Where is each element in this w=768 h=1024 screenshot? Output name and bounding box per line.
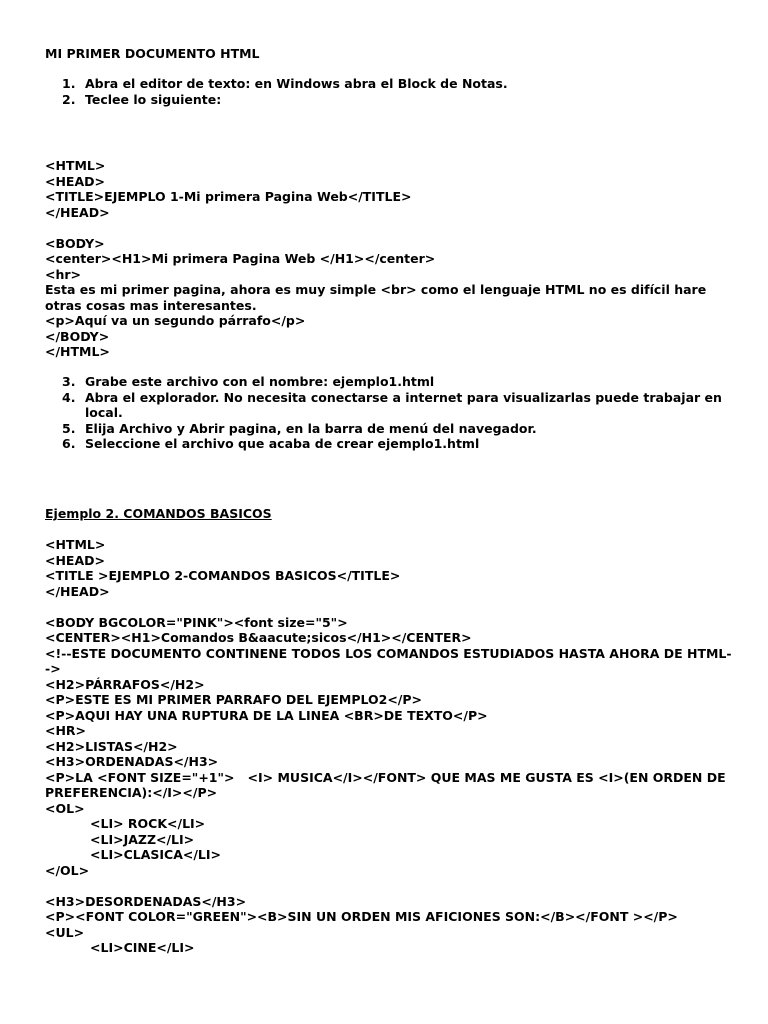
code-line: <TITLE>EJEMPLO 1-Mi primera Pagina Web</TITLE> [45,189,412,204]
code-line: <H3>ORDENADAS</H3> [45,754,219,769]
code-line: </HEAD> [45,583,110,599]
code-line: <H2>LISTAS</H2> [45,738,178,754]
code-line: <p>Aquí va un segundo párrafo</p> [45,313,306,328]
code-line: <P>LA <FONT SIZE="+1"> <I> MUSICA</I></FONT> QUE MAS ME GUSTA ES <I>(EN ORDEN DE PREFERENCIA):</I></P> [45,769,731,800]
list-item-text: Abra el editor de texto: en Windows abra el Block de Notas. [85,76,508,91]
code-line: <center><H1>Mi primera Pagina Web </H1></center> [45,251,436,266]
code-line: <LI>CLASICA</LI> [90,847,222,862]
steps-list-2 [45,374,725,452]
list-item-text: Elija Archivo y Abrir pagina, en la barra de menú del navegador. [85,420,537,436]
code-line: <CENTER><H1>Comandos B&aacute;sicos</H1></CENTER> [45,630,472,645]
code-line: <LI>JAZZ</LI> [90,831,195,847]
list-item-number: 3. [62,374,76,389]
code-line: </BODY> [45,328,110,344]
list-item-number: 4. [62,389,76,405]
code-line: <LI>CINE</LI> [90,940,195,955]
list-item [45,92,725,108]
list-item-number: 1. [62,76,76,91]
list-item [45,374,725,390]
code-line: Esta es mi primer pagina, ahora es muy simple <br> como el lenguaje HTML no es difícil hare otras cosas mas interesantes. [45,282,711,313]
code-line: <P>ESTE ES MI PRIMER PARRAFO DEL EJEMPLO2</P> [45,692,423,707]
code-line: <TITLE >EJEMPLO 2-COMANDOS BASICOS</TITLE> [45,568,401,583]
code-block-1 [45,158,735,360]
code-line: <HEAD> [45,552,105,568]
code-line: <HTML> [45,537,106,552]
document-title: MI PRIMER DOCUMENTO HTML [45,46,260,61]
code-line: <HEAD> [45,173,105,189]
list-item-number: 2. [62,91,76,107]
list-item [45,436,725,452]
list-item-text: Teclee lo siguiente: [85,91,222,107]
code-block-2 [45,537,735,956]
list-item-text: Grabe este archivo con el nombre: ejemplo1.html [85,374,435,389]
code-line: <!--ESTE DOCUMENTO CONTINENE TODOS LOS COMANDOS ESTUDIADOS HASTA AHORA DE HTML--> [45,645,732,676]
code-line: <H3>DESORDENADAS</H3> [45,893,247,909]
code-line: <BODY> [45,235,105,251]
code-line: </HTML> [45,344,110,359]
blank-line [45,220,735,236]
blank-line [45,878,735,894]
list-item-number: 5. [62,420,76,436]
list-item [45,421,725,437]
list-item [45,76,725,92]
code-line: <BODY BGCOLOR="PINK"><font size="5"> [45,614,348,630]
code-line: </HEAD> [45,204,110,220]
code-line: <HTML> [45,158,106,173]
code-line: </OL> [45,862,90,878]
list-item [45,390,725,421]
blank-line [45,599,735,615]
code-line: <LI> ROCK</LI> [90,816,206,831]
code-line: <P><FONT COLOR="GREEN"><B>SIN UN ORDEN MIS AFICIONES SON:</B></FONT ></P> [45,909,678,924]
list-item-text: Seleccione el archivo que acaba de crear ejemplo1.html [85,436,480,451]
code-line: <OL> [45,800,85,816]
section-2-heading: Ejemplo 2. COMANDOS BASICOS [45,506,272,521]
steps-list-1 [45,76,725,107]
list-item-text: Abra el explorador. No necesita conectarse a internet para visualizarlas puede trabajar en local. [85,389,722,420]
code-line: <HR> [45,723,87,738]
code-line: <UL> [45,924,85,940]
code-line: <P>AQUI HAY UNA RUPTURA DE LA LINEA <BR>DE TEXTO</P> [45,707,488,723]
code-line: <hr> [45,266,82,282]
code-line: <H2>PÁRRAFOS</H2> [45,676,205,692]
list-item-number: 6. [62,436,76,451]
